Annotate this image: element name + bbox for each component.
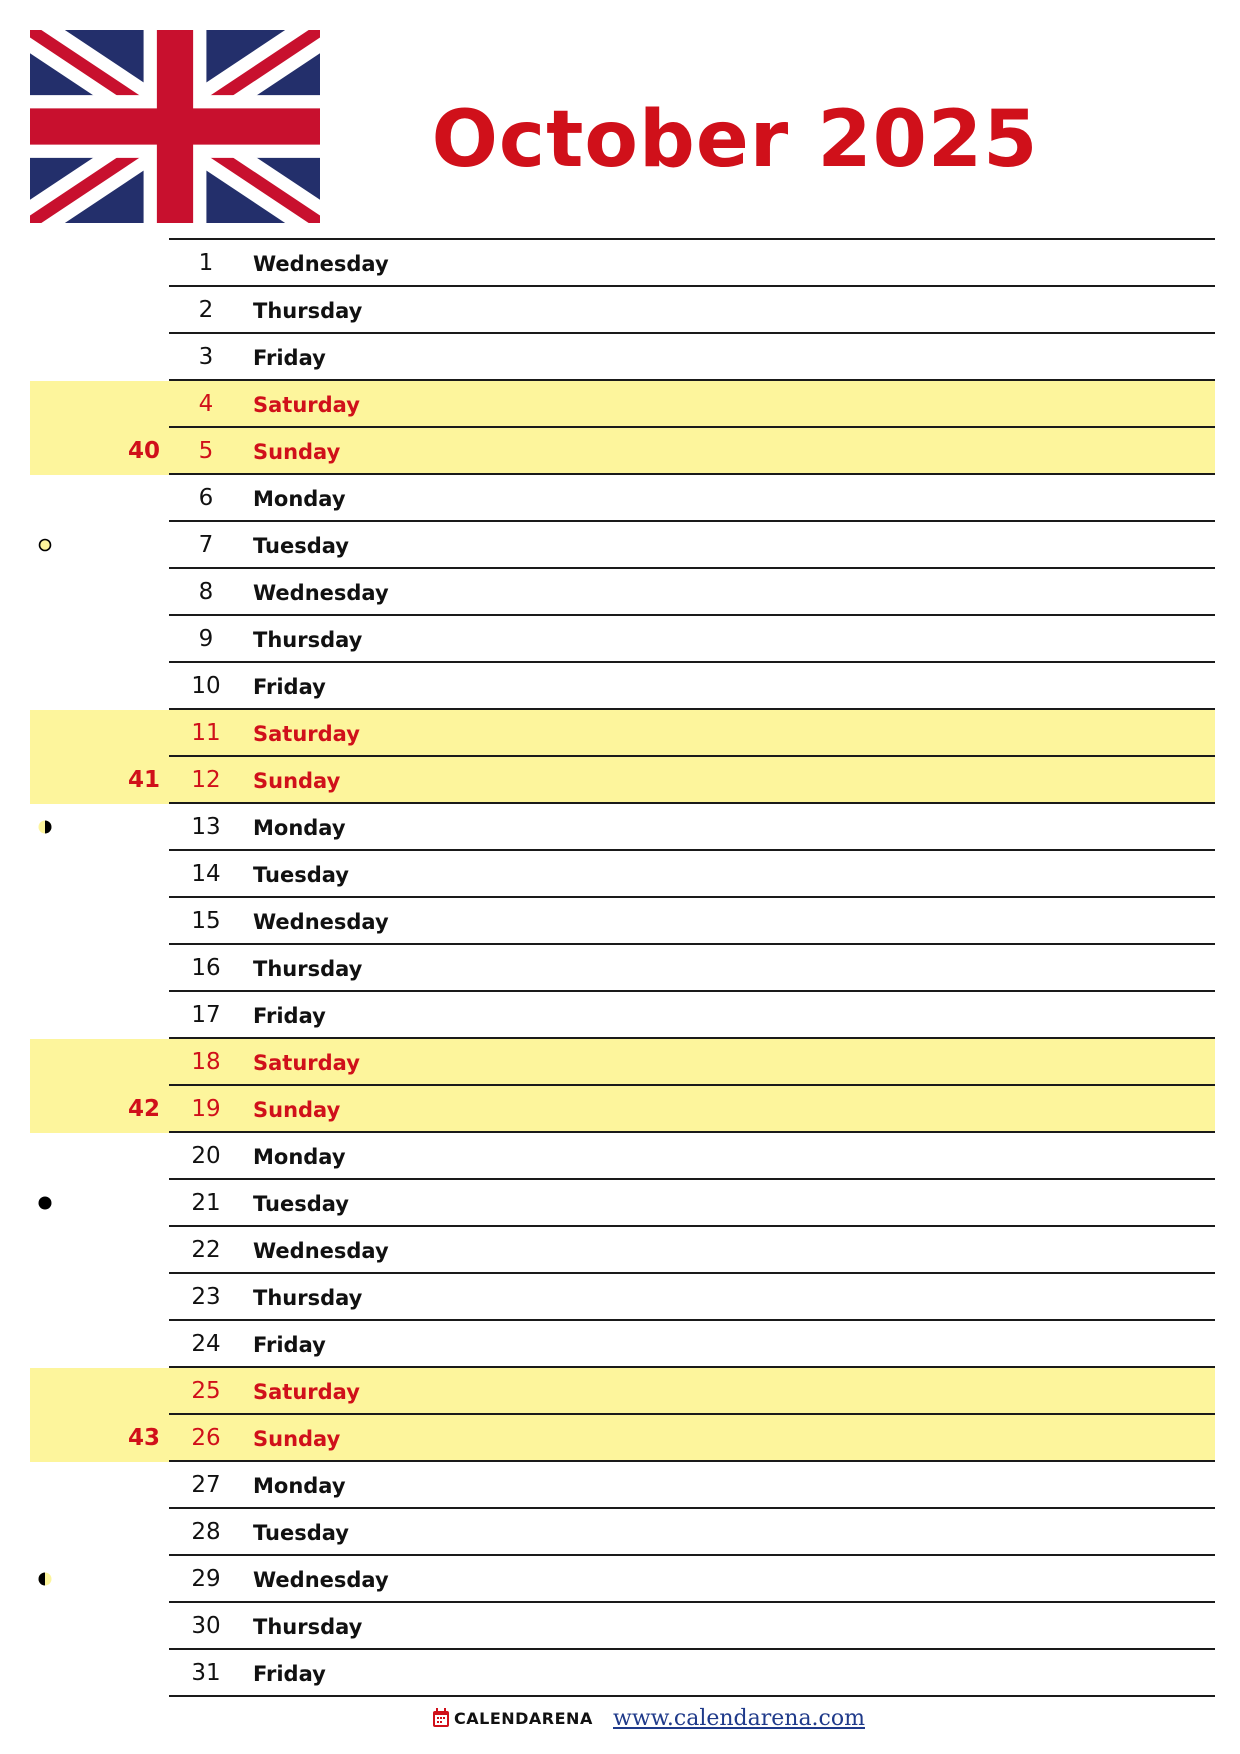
day-number: 16 [191, 955, 221, 981]
calendar-icon [432, 1708, 450, 1728]
row-divider [169, 379, 1215, 381]
page-title: October 2025 [431, 95, 1039, 185]
row-divider [169, 1460, 1215, 1462]
row-divider [169, 1319, 1215, 1321]
day-name: Saturday [253, 393, 360, 417]
day-name: Monday [253, 1474, 346, 1498]
day-name: Friday [253, 346, 326, 370]
day-name: Monday [253, 487, 346, 511]
day-number: 13 [191, 814, 221, 840]
row-divider [169, 802, 1215, 804]
day-number: 31 [191, 1660, 221, 1686]
day-name: Saturday [253, 1380, 360, 1404]
day-name: Sunday [253, 1098, 341, 1122]
day-number: 8 [198, 579, 214, 605]
brand-name: CALENDARENA [454, 1709, 593, 1728]
day-number: 30 [191, 1613, 221, 1639]
first-quarter-moon-icon [38, 538, 52, 552]
day-number: 19 [191, 1096, 221, 1122]
day-number: 1 [198, 250, 214, 276]
row-divider [169, 1272, 1215, 1274]
row-divider [169, 1084, 1215, 1086]
day-number: 20 [191, 1143, 221, 1169]
row-divider [169, 332, 1215, 334]
day-name: Thursday [253, 299, 363, 323]
day-number: 12 [191, 767, 221, 793]
row-divider [169, 849, 1215, 851]
row-divider [169, 990, 1215, 992]
row-divider [169, 1413, 1215, 1415]
day-number: 17 [191, 1002, 221, 1028]
day-name: Wednesday [253, 252, 389, 276]
row-divider [169, 238, 1215, 240]
day-number: 11 [191, 720, 221, 746]
day-name: Sunday [253, 1427, 341, 1451]
row-divider [169, 426, 1215, 428]
row-divider [169, 1225, 1215, 1227]
day-number: 27 [191, 1472, 221, 1498]
day-number: 25 [191, 1378, 221, 1404]
day-name: Friday [253, 1333, 326, 1357]
week-number: 42 [127, 1096, 160, 1122]
row-divider [169, 708, 1215, 710]
day-name: Thursday [253, 1615, 363, 1639]
row-divider [169, 614, 1215, 616]
day-number: 2 [198, 297, 214, 323]
day-name: Friday [253, 1662, 326, 1686]
day-number: 14 [191, 861, 221, 887]
day-name: Saturday [253, 1051, 360, 1075]
row-divider [169, 1178, 1215, 1180]
first-quarter-moon-icon [38, 1572, 52, 1586]
day-name: Wednesday [253, 1568, 389, 1592]
day-number: 21 [191, 1190, 221, 1216]
row-divider [169, 755, 1215, 757]
row-divider [169, 520, 1215, 522]
week-number: 40 [127, 438, 160, 464]
day-number: 15 [191, 908, 221, 934]
day-name: Tuesday [253, 1521, 349, 1545]
day-number: 6 [198, 485, 214, 511]
row-divider [169, 1695, 1215, 1697]
day-number: 26 [191, 1425, 221, 1451]
row-divider [169, 661, 1215, 663]
day-name: Thursday [253, 1286, 363, 1310]
day-name: Tuesday [253, 1192, 349, 1216]
day-number: 3 [198, 344, 214, 370]
day-name: Wednesday [253, 910, 389, 934]
row-divider [169, 473, 1215, 475]
day-name: Friday [253, 1004, 326, 1028]
website-link[interactable]: www.calendarena.com [613, 1706, 865, 1731]
day-number: 9 [198, 626, 214, 652]
day-number: 4 [198, 391, 214, 417]
row-divider [169, 1601, 1215, 1603]
day-name: Friday [253, 675, 326, 699]
row-divider [169, 1131, 1215, 1133]
day-name: Monday [253, 1145, 346, 1169]
new-moon-icon [38, 1196, 52, 1210]
row-divider [169, 1037, 1215, 1039]
row-divider [169, 1366, 1215, 1368]
last-quarter-moon-icon [38, 820, 52, 834]
day-name: Sunday [253, 440, 341, 464]
row-divider [169, 943, 1215, 945]
day-name: Wednesday [253, 581, 389, 605]
row-divider [169, 1648, 1215, 1650]
row-divider [169, 567, 1215, 569]
day-name: Saturday [253, 722, 360, 746]
day-number: 7 [198, 532, 214, 558]
footer [0, 1702, 1240, 1742]
week-number: 41 [127, 767, 160, 793]
row-divider [169, 1554, 1215, 1556]
week-number: 43 [127, 1425, 160, 1451]
day-name: Tuesday [253, 863, 349, 887]
day-number: 29 [191, 1566, 221, 1592]
day-number: 18 [191, 1049, 221, 1075]
day-name: Thursday [253, 628, 363, 652]
day-number: 28 [191, 1519, 221, 1545]
day-name: Tuesday [253, 534, 349, 558]
day-number: 23 [191, 1284, 221, 1310]
day-number: 22 [191, 1237, 221, 1263]
day-number: 10 [191, 673, 221, 699]
day-number: 24 [191, 1331, 221, 1357]
day-number: 5 [198, 438, 214, 464]
day-name: Wednesday [253, 1239, 389, 1263]
row-divider [169, 896, 1215, 898]
day-name: Sunday [253, 769, 341, 793]
day-name: Monday [253, 816, 346, 840]
row-divider [169, 285, 1215, 287]
row-divider [169, 1507, 1215, 1509]
day-name: Thursday [253, 957, 363, 981]
